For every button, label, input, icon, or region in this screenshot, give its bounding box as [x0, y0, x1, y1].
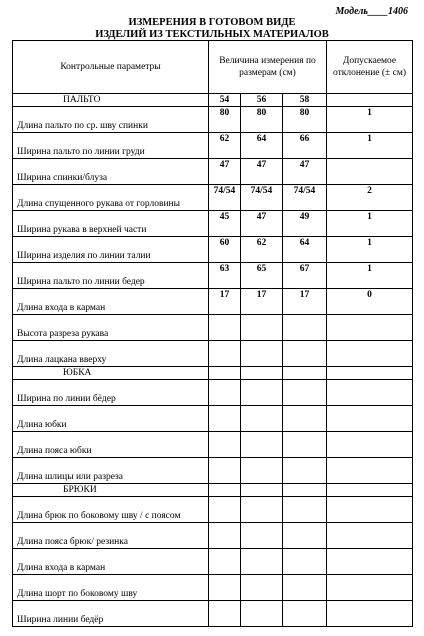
- tolerance-cell: [327, 458, 413, 484]
- size-header: 56: [241, 94, 283, 107]
- param-label: Длина входа в карман: [13, 549, 209, 575]
- table-row: [13, 315, 413, 341]
- table-row: [13, 341, 413, 367]
- size-header: 54: [209, 94, 241, 107]
- size-header: [283, 484, 327, 497]
- value-cell: 65: [241, 263, 283, 289]
- param-label: Длина пальто по ср. шву спинки: [13, 107, 209, 133]
- table-row: [13, 237, 413, 263]
- value-cell: [283, 549, 327, 575]
- param-label: Длина лацкана вверху: [13, 341, 209, 367]
- value-cell: [209, 406, 241, 432]
- size-header: [241, 367, 283, 380]
- tolerance-cell: [327, 315, 413, 341]
- param-label: Длина пояса брюк/ резинка: [13, 523, 209, 549]
- value-cell: [209, 497, 241, 523]
- value-cell: [209, 380, 241, 406]
- table-row: [13, 406, 413, 432]
- value-cell: 67: [283, 263, 327, 289]
- table-row: [13, 575, 413, 601]
- value-cell: 47: [241, 211, 283, 237]
- value-cell: 64: [283, 237, 327, 263]
- param-label: Длина шлицы или разреза: [13, 458, 209, 484]
- table-row: [13, 497, 413, 523]
- tolerance-cell: [327, 406, 413, 432]
- section-label: БРЮКИ: [13, 484, 209, 497]
- value-cell: 47: [241, 159, 283, 185]
- tolerance-cell: [327, 575, 413, 601]
- tolerance-cell: [327, 484, 413, 497]
- tolerance-cell: [327, 497, 413, 523]
- param-label: Ширина по линии бёдер: [13, 380, 209, 406]
- header-sizes: Величина измерения по размерам (см): [209, 41, 327, 94]
- size-header: 58: [283, 94, 327, 107]
- param-label: Длина пояса юбки: [13, 432, 209, 458]
- value-cell: 74/54: [209, 185, 241, 211]
- table-header-row: [13, 41, 413, 94]
- value-cell: [241, 549, 283, 575]
- param-label: Ширина изделия по линии талии: [13, 237, 209, 263]
- tolerance-cell: 1: [327, 237, 413, 263]
- value-cell: [283, 575, 327, 601]
- section-row-trousers: [13, 484, 413, 497]
- param-label: Ширина пальто по линии бедер: [13, 263, 209, 289]
- param-label: Высота разреза рукава: [13, 315, 209, 341]
- value-cell: 64: [241, 133, 283, 159]
- measurements-table: [12, 40, 413, 627]
- tolerance-cell: 0: [327, 289, 413, 315]
- value-cell: [209, 458, 241, 484]
- model-number: Модель____1406: [335, 6, 408, 17]
- value-cell: [209, 315, 241, 341]
- tolerance-cell: 1: [327, 263, 413, 289]
- value-cell: [241, 601, 283, 627]
- value-cell: 80: [241, 107, 283, 133]
- value-cell: 47: [283, 159, 327, 185]
- value-cell: [209, 432, 241, 458]
- param-label: Длина спущенного рукава от горловины: [13, 185, 209, 211]
- size-header: [241, 484, 283, 497]
- tolerance-cell: [327, 159, 413, 185]
- value-cell: [209, 341, 241, 367]
- section-row-skirt: [13, 367, 413, 380]
- param-label: Ширина рукава в верхней части: [13, 211, 209, 237]
- value-cell: [283, 380, 327, 406]
- param-label: Ширина спинки/блуза: [13, 159, 209, 185]
- value-cell: [241, 406, 283, 432]
- param-label: Длина шорт по боковому шву: [13, 575, 209, 601]
- table-row: [13, 523, 413, 549]
- table-row: [13, 432, 413, 458]
- size-header: [283, 367, 327, 380]
- section-label: ПАЛЬТО: [13, 94, 209, 107]
- param-label: Длина юбки: [13, 406, 209, 432]
- value-cell: 80: [209, 107, 241, 133]
- value-cell: 63: [209, 263, 241, 289]
- param-label: Длина входа в карман: [13, 289, 209, 315]
- value-cell: [241, 315, 283, 341]
- value-cell: [241, 497, 283, 523]
- tolerance-cell: [327, 94, 413, 107]
- value-cell: [241, 380, 283, 406]
- table-row: [13, 133, 413, 159]
- tolerance-cell: 1: [327, 133, 413, 159]
- value-cell: [283, 432, 327, 458]
- value-cell: [283, 458, 327, 484]
- value-cell: 74/54: [283, 185, 327, 211]
- value-cell: [241, 432, 283, 458]
- value-cell: 17: [209, 289, 241, 315]
- title-line-1: ИЗМЕРЕНИЯ В ГОТОВОМ ВИДЕ: [128, 17, 296, 28]
- section-row-coat: [13, 94, 413, 107]
- header-tolerance: Допускаемое отклонение (± см): [327, 41, 413, 94]
- value-cell: 60: [209, 237, 241, 263]
- value-cell: 62: [209, 133, 241, 159]
- table-row: [13, 211, 413, 237]
- value-cell: 80: [283, 107, 327, 133]
- tolerance-cell: 1: [327, 211, 413, 237]
- tolerance-cell: [327, 367, 413, 380]
- table-row: [13, 601, 413, 627]
- size-header: [209, 367, 241, 380]
- table-row: [13, 185, 413, 211]
- tolerance-cell: [327, 432, 413, 458]
- section-label: ЮБКА: [13, 367, 209, 380]
- value-cell: [241, 523, 283, 549]
- size-header: [209, 484, 241, 497]
- value-cell: [241, 458, 283, 484]
- title-line-2: ИЗДЕЛИЙ ИЗ ТЕКСТИЛЬНЫХ МАТЕРИАЛОВ: [95, 29, 329, 40]
- header-params: Контрольные параметры: [13, 41, 209, 94]
- value-cell: 66: [283, 133, 327, 159]
- table-row: [13, 289, 413, 315]
- param-label: Ширина линии бедёр: [13, 601, 209, 627]
- value-cell: [283, 523, 327, 549]
- value-cell: 62: [241, 237, 283, 263]
- tolerance-cell: [327, 549, 413, 575]
- tolerance-cell: [327, 601, 413, 627]
- value-cell: [283, 406, 327, 432]
- value-cell: [283, 315, 327, 341]
- value-cell: [283, 601, 327, 627]
- tolerance-cell: 1: [327, 107, 413, 133]
- tolerance-cell: [327, 523, 413, 549]
- value-cell: 49: [283, 211, 327, 237]
- table-row: [13, 263, 413, 289]
- tolerance-cell: [327, 341, 413, 367]
- value-cell: [209, 575, 241, 601]
- value-cell: [283, 341, 327, 367]
- tolerance-cell: [327, 380, 413, 406]
- table-row: [13, 380, 413, 406]
- tolerance-cell: 2: [327, 185, 413, 211]
- value-cell: [209, 549, 241, 575]
- value-cell: [209, 601, 241, 627]
- table-row: [13, 159, 413, 185]
- value-cell: [209, 523, 241, 549]
- param-label: Длина брюк по боковому шву / с поясом: [13, 497, 209, 523]
- param-label: Ширина пальто по линии груди: [13, 133, 209, 159]
- value-cell: [283, 497, 327, 523]
- value-cell: 47: [209, 159, 241, 185]
- table-row: [13, 549, 413, 575]
- table-row: [13, 458, 413, 484]
- value-cell: 45: [209, 211, 241, 237]
- value-cell: [241, 341, 283, 367]
- value-cell: [241, 575, 283, 601]
- value-cell: 17: [283, 289, 327, 315]
- table-row: [13, 107, 413, 133]
- value-cell: 17: [241, 289, 283, 315]
- value-cell: 74/54: [241, 185, 283, 211]
